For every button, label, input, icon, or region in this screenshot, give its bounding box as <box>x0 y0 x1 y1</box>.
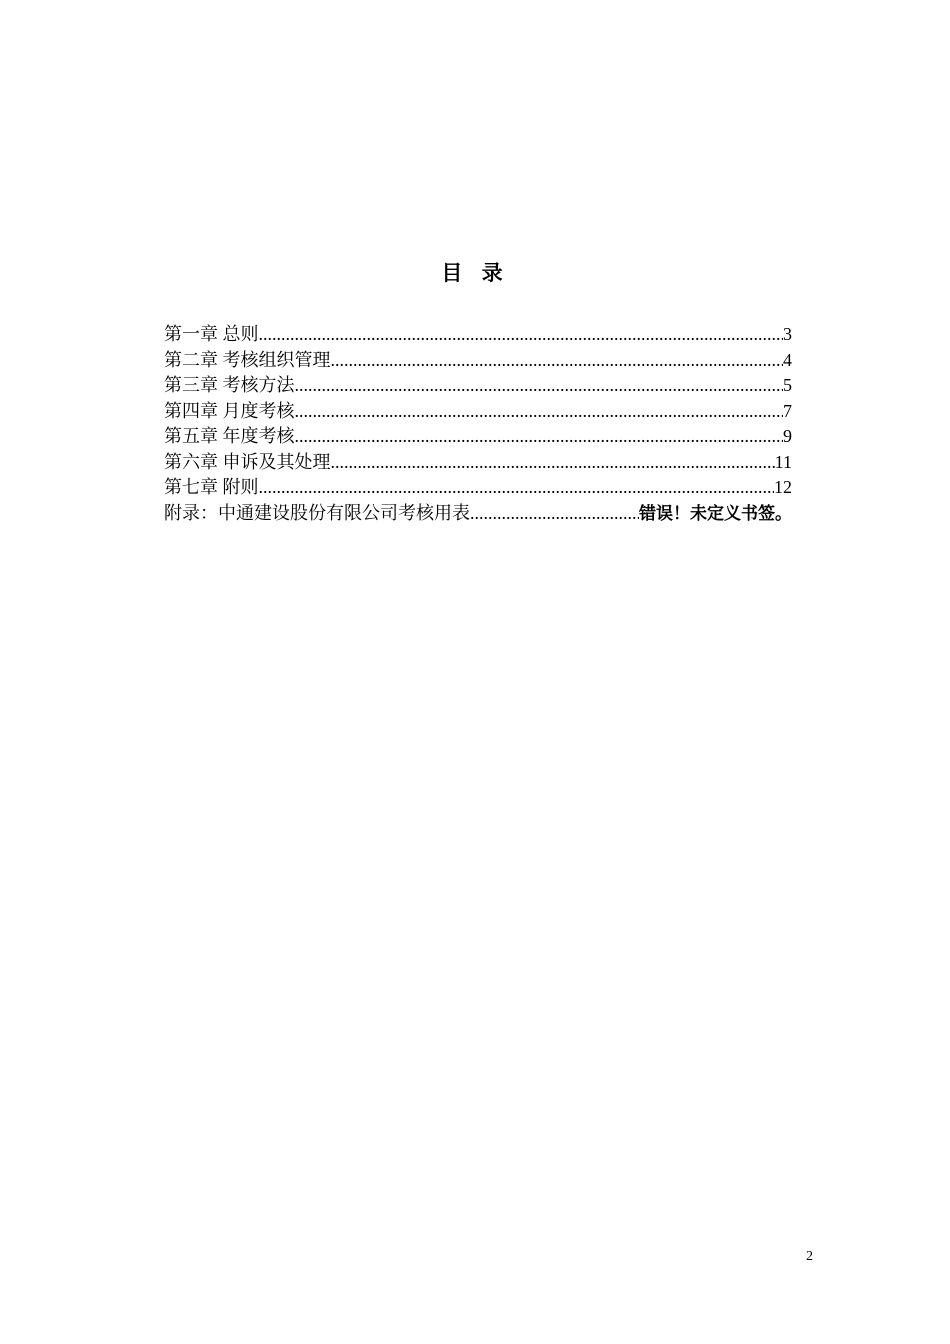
toc-entry-label: 第一章 总则 <box>164 324 259 344</box>
toc-entry-chapter-3[interactable] <box>164 373 792 399</box>
toc-title: 目 录 <box>441 261 509 285</box>
toc-entry-label: 第五章 年度考核 <box>164 426 295 446</box>
toc-entry-label: 第三章 考核方法 <box>164 375 295 395</box>
toc-entry-appendix[interactable] <box>164 501 792 527</box>
toc-dot-leader <box>470 501 639 527</box>
toc-entry-page: 9 <box>783 426 792 446</box>
toc-dot-leader <box>259 322 784 348</box>
table-of-contents <box>164 322 792 526</box>
toc-entry-chapter-6[interactable] <box>164 450 792 476</box>
toc-dot-leader <box>295 373 784 399</box>
toc-entry-page: 11 <box>774 451 792 472</box>
toc-entry-page: 4 <box>783 349 792 370</box>
toc-entry-page: 12 <box>774 477 792 497</box>
toc-entry-label: 附录：中通建设股份有限公司考核用表 <box>164 502 470 523</box>
toc-entry-chapter-1[interactable] <box>164 322 792 348</box>
toc-entry-bookmark-error: 错误！未定义书签。 <box>639 503 792 524</box>
toc-entry-label: 第二章 考核组织管理 <box>164 349 331 370</box>
page-number: 2 <box>806 1249 813 1264</box>
toc-entry-chapter-5[interactable] <box>164 424 792 450</box>
toc-dot-leader <box>259 475 775 501</box>
toc-entry-page: 7 <box>783 400 792 421</box>
toc-entry-chapter-4[interactable] <box>164 399 792 425</box>
toc-dot-leader <box>331 450 775 476</box>
toc-entry-label: 第六章 申诉及其处理 <box>164 451 331 472</box>
toc-dot-leader <box>331 348 784 374</box>
toc-entry-chapter-2[interactable] <box>164 348 792 374</box>
toc-dot-leader <box>295 399 784 425</box>
toc-entry-label: 第七章 附则 <box>164 477 259 497</box>
toc-dot-leader <box>295 424 784 450</box>
toc-entry-chapter-7[interactable] <box>164 475 792 501</box>
toc-entry-page: 5 <box>783 375 792 395</box>
toc-entry-page: 3 <box>783 324 792 344</box>
toc-entry-label: 第四章 月度考核 <box>164 400 295 421</box>
